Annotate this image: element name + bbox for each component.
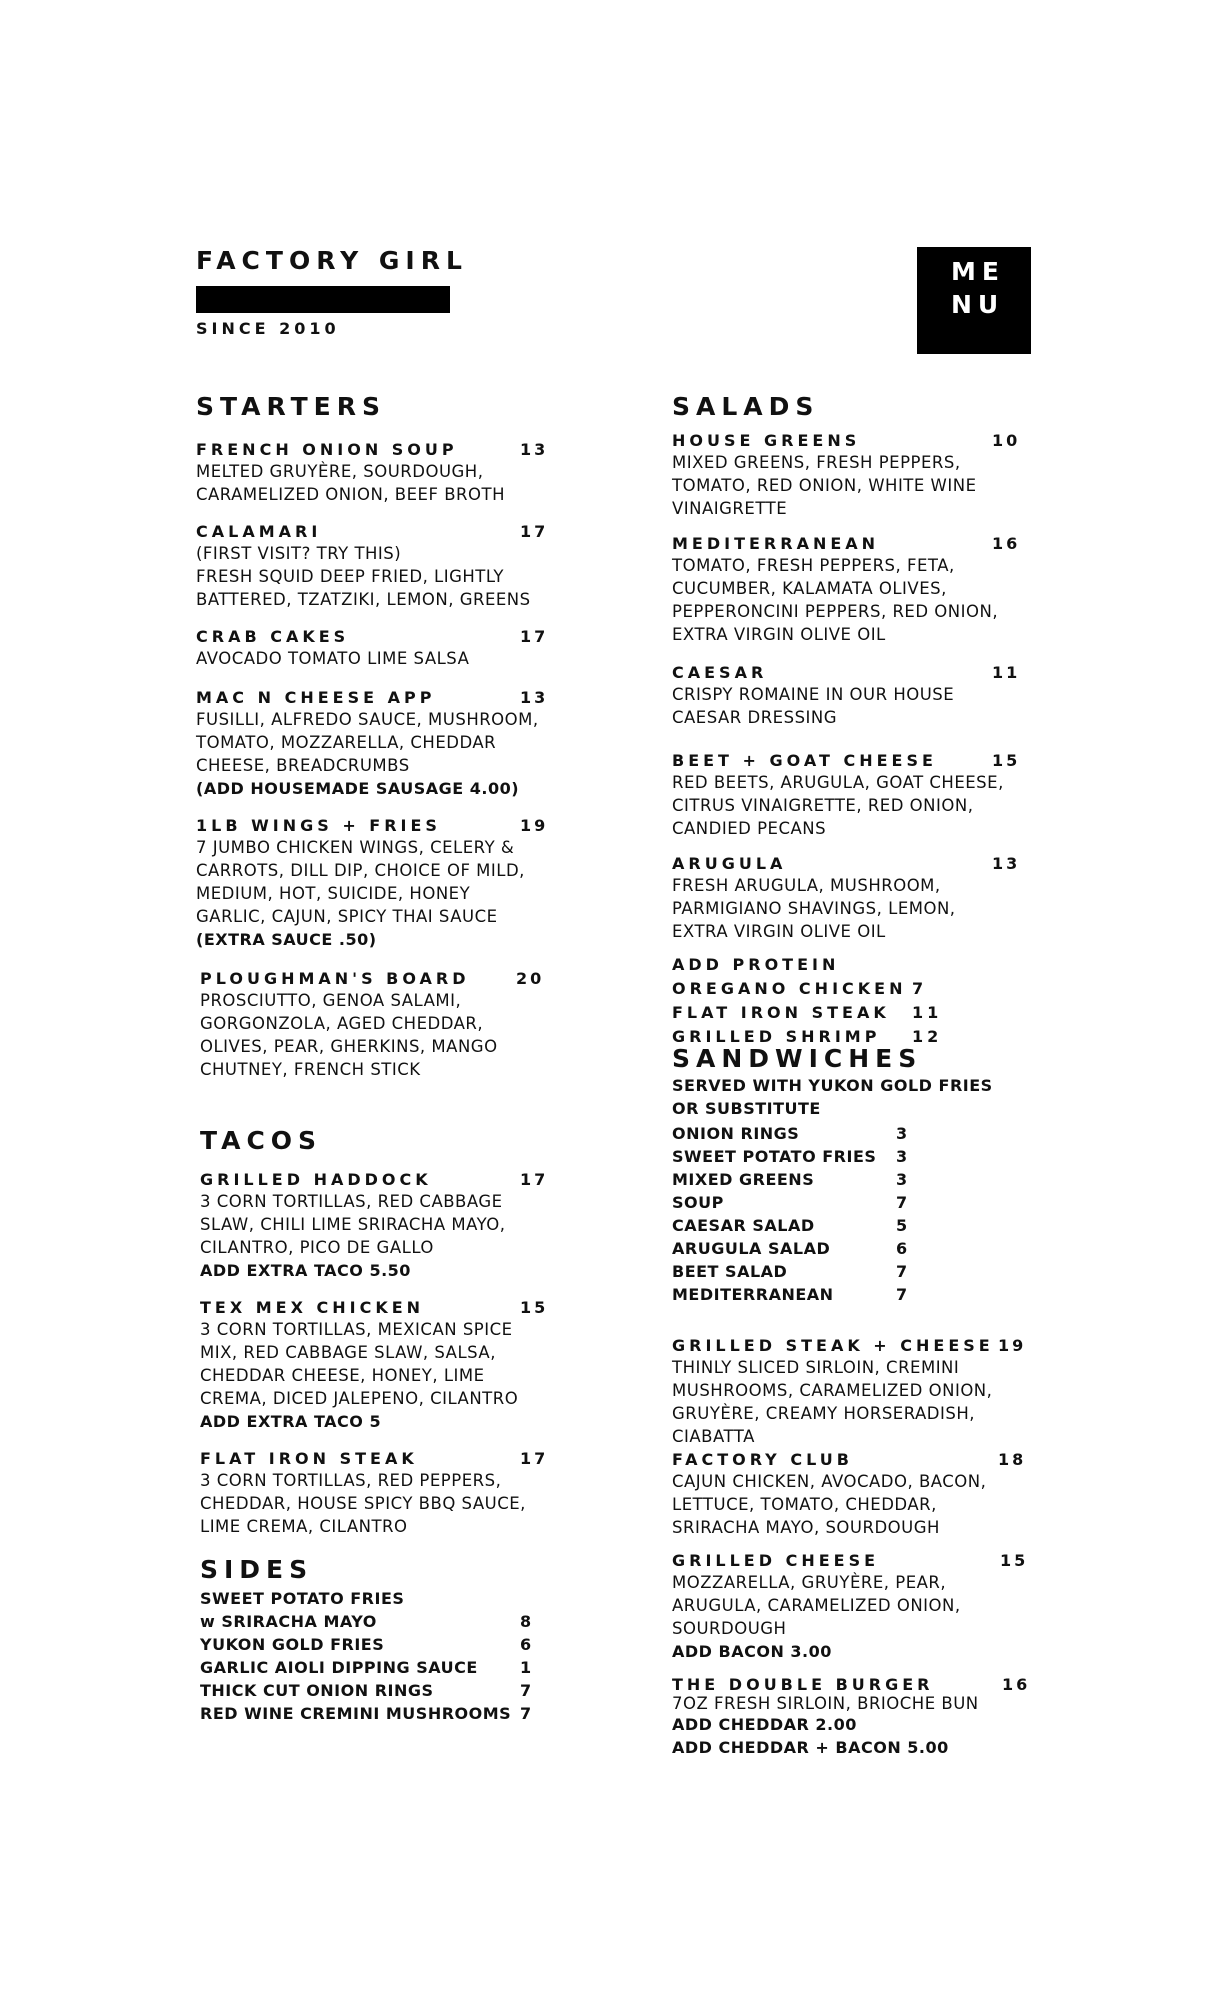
substitute-price: 3 — [896, 1147, 908, 1166]
item-desc-line: CAJUN CHICKEN, AVOCADO, BACON, — [672, 1472, 987, 1491]
item-price: 15 — [520, 1298, 549, 1317]
menu-item — [200, 1298, 560, 1433]
sides-list — [200, 1587, 560, 1725]
list-item — [200, 1656, 560, 1679]
item-name: CRAB CAKES — [196, 627, 350, 646]
menu-item — [672, 1450, 1032, 1539]
menu-badge-line-1: ME — [951, 257, 1005, 286]
item-desc-line: FUSILLI, ALFREDO SAUCE, MUSHROOM, — [196, 710, 539, 729]
item-note: (ADD HOUSEMADE SAUSAGE 4.00) — [196, 779, 520, 798]
item-desc-line: LIME CREMA, CILANTRO — [200, 1517, 408, 1536]
item-price: 13 — [992, 854, 1021, 873]
item-desc-line: CANDIED PECANS — [672, 819, 827, 838]
item-desc-line: CRISPY ROMAINE IN OUR HOUSE — [672, 685, 955, 704]
item-price: 16 — [1002, 1675, 1031, 1694]
substitute-name: MEDITERRANEAN — [672, 1285, 834, 1304]
item-name: ARUGULA — [672, 854, 787, 873]
item-desc-line: FRESH ARUGULA, MUSHROOM, — [672, 876, 941, 895]
item-desc-line: CHEDDAR, HOUSE SPICY BBQ SAUCE, — [200, 1494, 526, 1513]
side-price: 7 — [520, 1681, 532, 1700]
item-name: PLOUGHMAN'S BOARD — [200, 969, 470, 988]
item-desc-line: CARAMELIZED ONION, BEEF BROTH — [196, 485, 505, 504]
substitute-name: SWEET POTATO FRIES — [672, 1147, 877, 1166]
item-name: TEX MEX CHICKEN — [200, 1298, 425, 1317]
brand-underline-bar — [196, 286, 450, 313]
menu-item — [200, 969, 560, 1081]
substitute-price: 6 — [896, 1239, 908, 1258]
substitute-price: 5 — [896, 1216, 908, 1235]
item-name: 1LB WINGS + FRIES — [196, 816, 441, 835]
item-name: MAC N CHEESE APP — [196, 688, 436, 707]
menu-item — [196, 627, 556, 670]
substitute-price: 7 — [896, 1262, 908, 1281]
list-item — [200, 1702, 560, 1725]
list-item — [672, 977, 1032, 1001]
item-note: ADD CHEDDAR + BACON 5.00 — [672, 1738, 949, 1757]
item-price: 15 — [1000, 1551, 1029, 1570]
item-desc-line: SOURDOUGH — [672, 1619, 787, 1638]
menu-item — [196, 440, 556, 506]
item-price: 10 — [992, 431, 1021, 450]
item-name: FRENCH ONION SOUP — [196, 440, 458, 459]
item-desc-line: MELTED GRUYÈRE, SOURDOUGH, — [196, 462, 484, 481]
list-item — [672, 1214, 1032, 1237]
item-desc-line: CHUTNEY, FRENCH STICK — [200, 1060, 421, 1079]
side-price: 1 — [520, 1658, 532, 1677]
list-item — [200, 1633, 560, 1656]
item-desc-line: GARLIC, CAJUN, SPICY THAI SAUCE — [196, 907, 498, 926]
item-desc-line: SLAW, CHILI LIME SRIRACHA MAYO, — [200, 1215, 506, 1234]
item-note: ADD BACON 3.00 — [672, 1642, 832, 1661]
section-title-starters: STARTERS — [196, 392, 386, 421]
sides-section — [200, 1555, 560, 1725]
item-name: BEET + GOAT CHEESE — [672, 751, 937, 770]
menu-badge-line-2: NU — [951, 290, 1005, 319]
item-price: 17 — [520, 1170, 549, 1189]
item-price: 19 — [520, 816, 549, 835]
item-desc-line: THINLY SLICED SIRLOIN, CREMINI — [672, 1358, 960, 1377]
item-desc-line: CAESAR DRESSING — [672, 708, 838, 727]
item-note: ADD EXTRA TACO 5.50 — [200, 1261, 411, 1280]
item-desc-line: OLIVES, PEAR, GHERKINS, MANGO — [200, 1037, 498, 1056]
menu-item — [196, 816, 556, 951]
sandwiches-section — [672, 1044, 1032, 1759]
list-item — [672, 1260, 1032, 1283]
sandwiches-subtitle-line: OR SUBSTITUTE — [672, 1099, 821, 1118]
side-name: SWEET POTATO FRIES — [200, 1589, 405, 1608]
item-desc-line: MIX, RED CABBAGE SLAW, SALSA, — [200, 1343, 496, 1362]
list-item — [672, 1001, 1032, 1025]
item-desc-line: RED BEETS, ARUGULA, GOAT CHEESE, — [672, 773, 1004, 792]
side-price: 6 — [520, 1635, 532, 1654]
item-price: 13 — [520, 688, 549, 707]
list-item — [200, 1587, 560, 1610]
item-desc-line: CITRUS VINAIGRETTE, RED ONION, — [672, 796, 974, 815]
since-label: SINCE 2010 — [196, 319, 340, 338]
menu-item — [672, 1336, 1032, 1448]
side-name: GARLIC AIOLI DIPPING SAUCE — [200, 1658, 478, 1677]
section-title-sandwiches: SANDWICHES — [672, 1044, 923, 1073]
section-title-tacos: TACOS — [200, 1126, 323, 1155]
item-price: 17 — [520, 1449, 549, 1468]
item-desc-line: PEPPERONCINI PEPPERS, RED ONION, — [672, 602, 999, 621]
menu-badge — [917, 247, 1031, 354]
item-name: CALAMARI — [196, 522, 322, 541]
substitute-name: CAESAR SALAD — [672, 1216, 815, 1235]
list-item — [672, 1122, 1032, 1145]
menu-item — [200, 1170, 560, 1282]
item-price: 19 — [998, 1336, 1027, 1355]
item-desc-line: FRESH SQUID DEEP FRIED, LIGHTLY — [196, 567, 504, 586]
item-desc-line: MOZZARELLA, GRUYÈRE, PEAR, — [672, 1573, 947, 1592]
item-name: CAESAR — [672, 663, 768, 682]
item-desc-line: 7OZ FRESH SIRLOIN, BRIOCHE BUN — [672, 1694, 979, 1713]
item-note: (EXTRA SAUCE .50) — [196, 930, 377, 949]
item-price: 16 — [992, 534, 1021, 553]
menu-item — [672, 1675, 1032, 1759]
item-desc-line: PROSCIUTTO, GENOA SALAMI, — [200, 991, 462, 1010]
item-name: GRILLED STEAK + CHEESE — [672, 1336, 994, 1355]
item-desc-line: MIXED GREENS, FRESH PEPPERS, — [672, 453, 961, 472]
tacos-section — [200, 1126, 560, 1538]
section-title-sides: SIDES — [200, 1555, 314, 1584]
item-price: 20 — [516, 969, 545, 988]
item-price: 13 — [520, 440, 549, 459]
item-name: GRILLED CHEESE — [672, 1551, 880, 1570]
menu-item — [196, 522, 556, 611]
substitute-name: MIXED GREENS — [672, 1170, 815, 1189]
item-price: 17 — [520, 627, 549, 646]
side-name: THICK CUT ONION RINGS — [200, 1681, 434, 1700]
menu-item — [672, 854, 1032, 943]
add-protein-title: ADD PROTEIN — [672, 955, 840, 974]
item-desc-line: LETTUCE, TOMATO, CHEDDAR, — [672, 1495, 937, 1514]
substitute-price: 7 — [896, 1193, 908, 1212]
item-desc-line: EXTRA VIRGIN OLIVE OIL — [672, 625, 886, 644]
protein-price: 11 — [912, 1003, 943, 1022]
item-desc-line: TOMATO, MOZZARELLA, CHEDDAR — [196, 733, 497, 752]
item-name: FACTORY CLUB — [672, 1450, 853, 1469]
list-item — [200, 1610, 560, 1633]
item-name: HOUSE GREENS — [672, 431, 861, 450]
substitute-name: ARUGULA SALAD — [672, 1239, 831, 1258]
protein-price: 7 — [912, 979, 928, 998]
item-desc-line: MUSHROOMS, CARAMELIZED ONION, — [672, 1381, 993, 1400]
menu-item — [200, 1449, 560, 1538]
item-desc-line: ARUGULA, CARAMELIZED ONION, — [672, 1596, 961, 1615]
item-desc-line: VINAIGRETTE — [672, 499, 788, 518]
substitute-name: SOUP — [672, 1193, 724, 1212]
item-desc-line: 3 CORN TORTILLAS, RED PEPPERS, — [200, 1471, 502, 1490]
item-desc-line: PARMIGIANO SHAVINGS, LEMON, — [672, 899, 956, 918]
menu-item — [672, 751, 1032, 840]
substitute-price: 3 — [896, 1170, 908, 1189]
item-desc-line: CHEDDAR CHEESE, HONEY, LIME — [200, 1366, 485, 1385]
item-desc-line: 3 CORN TORTILLAS, MEXICAN SPICE — [200, 1320, 513, 1339]
list-item — [672, 1168, 1032, 1191]
substitutes-list — [672, 1122, 1032, 1306]
item-desc-line: CUCUMBER, KALAMATA OLIVES, — [672, 579, 947, 598]
list-item — [200, 1679, 560, 1702]
item-desc-line: 3 CORN TORTILLAS, RED CABBAGE — [200, 1192, 503, 1211]
side-price: 7 — [520, 1704, 532, 1723]
item-name: FLAT IRON STEAK — [200, 1449, 418, 1468]
item-price: 11 — [992, 663, 1021, 682]
protein-name: GRILLED SHRIMP — [672, 1027, 881, 1046]
item-note: ADD EXTRA TACO 5 — [200, 1412, 382, 1431]
section-title-salads: SALADS — [672, 392, 820, 421]
substitute-name: ONION RINGS — [672, 1124, 800, 1143]
item-desc-line: EXTRA VIRGIN OLIVE OIL — [672, 922, 886, 941]
item-desc-line: SRIRACHA MAYO, SOURDOUGH — [672, 1518, 940, 1537]
sandwiches-subtitle-line: SERVED WITH YUKON GOLD FRIES — [672, 1076, 993, 1095]
item-name: THE DOUBLE BURGER — [672, 1675, 934, 1694]
menu-item — [196, 688, 556, 800]
item-note: ADD CHEDDAR 2.00 — [672, 1715, 857, 1734]
list-item — [672, 1283, 1032, 1306]
item-desc-line: CREMA, DICED JALEPENO, CILANTRO — [200, 1389, 519, 1408]
item-desc-line: GORGONZOLA, AGED CHEDDAR, — [200, 1014, 484, 1033]
item-desc-line: 7 JUMBO CHICKEN WINGS, CELERY & — [196, 838, 515, 857]
item-desc-line: CIABATTA — [672, 1427, 755, 1446]
substitute-price: 3 — [896, 1124, 908, 1143]
item-desc-line: (FIRST VISIT? TRY THIS) — [196, 544, 402, 563]
item-desc-line: TOMATO, FRESH PEPPERS, FETA, — [672, 556, 955, 575]
side-name: YUKON GOLD FRIES — [200, 1635, 385, 1654]
item-desc-line: BATTERED, TZATZIKI, LEMON, GREENS — [196, 590, 531, 609]
side-price: 8 — [520, 1612, 532, 1631]
brand-name: FACTORY GIRL — [196, 246, 468, 275]
menu-item — [672, 431, 1032, 520]
item-desc-line: GRUYÈRE, CREAMY HORSERADISH, — [672, 1404, 976, 1423]
item-desc-line: TOMATO, RED ONION, WHITE WINE — [672, 476, 977, 495]
list-item — [672, 1237, 1032, 1260]
item-price: 18 — [998, 1450, 1027, 1469]
add-protein-block — [672, 953, 1032, 1049]
protein-price: 12 — [912, 1027, 943, 1046]
item-price: 15 — [992, 751, 1021, 770]
item-name: GRILLED HADDOCK — [200, 1170, 432, 1189]
side-name: RED WINE CREMINI MUSHROOMS — [200, 1704, 512, 1723]
item-name: MEDITERRANEAN — [672, 534, 880, 553]
item-desc-line: MEDIUM, HOT, SUICIDE, HONEY — [196, 884, 471, 903]
item-desc-line: CHEESE, BREADCRUMBS — [196, 756, 410, 775]
substitute-name: BEET SALAD — [672, 1262, 788, 1281]
menu-item — [672, 1551, 1032, 1663]
item-desc-line: CILANTRO, PICO DE GALLO — [200, 1238, 434, 1257]
protein-name: FLAT IRON STEAK — [672, 1003, 890, 1022]
item-price: 17 — [520, 522, 549, 541]
starters-section — [196, 392, 556, 1081]
item-desc-line: AVOCADO TOMATO LIME SALSA — [196, 649, 470, 668]
menu-item — [672, 534, 1032, 646]
side-name: w SRIRACHA MAYO — [200, 1612, 377, 1631]
item-desc-line: CARROTS, DILL DIP, CHOICE OF MILD, — [196, 861, 525, 880]
substitute-price: 7 — [896, 1285, 908, 1304]
salads-section — [672, 392, 1032, 1049]
list-item — [672, 1145, 1032, 1168]
protein-name: OREGANO CHICKEN — [672, 979, 907, 998]
list-item — [672, 1191, 1032, 1214]
menu-item — [672, 663, 1032, 729]
